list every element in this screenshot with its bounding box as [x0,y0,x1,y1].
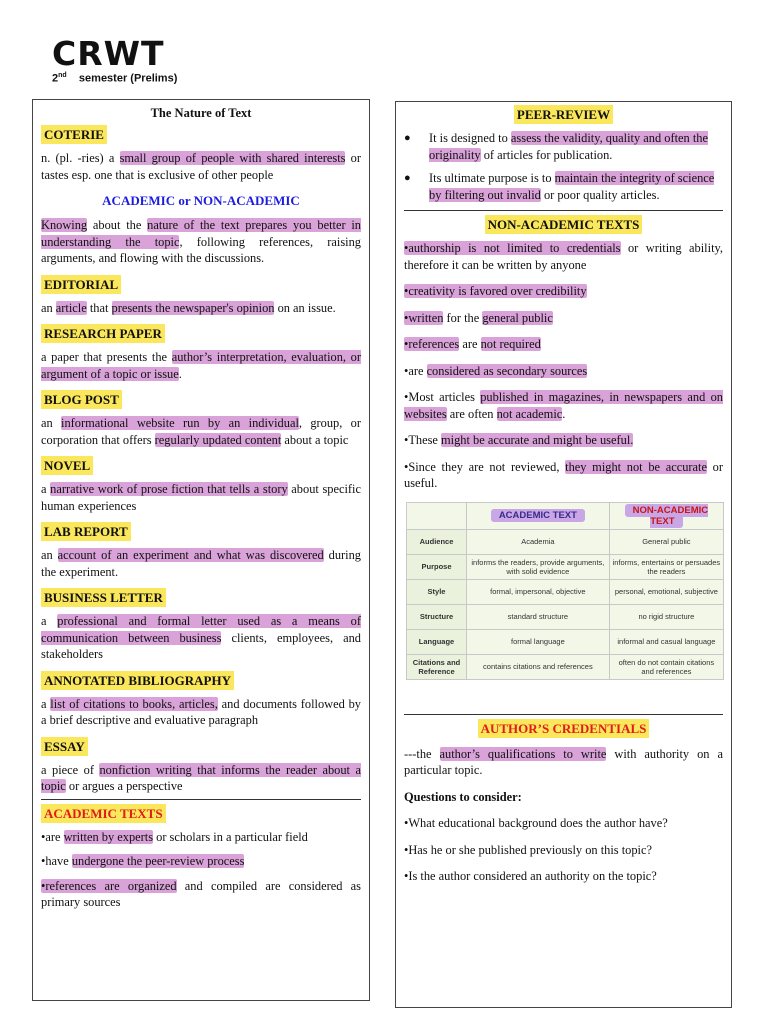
section-title: The Nature of Text [150,106,252,120]
divider [404,210,723,211]
divider [41,799,361,800]
heading-business-letter: BUSINESS LETTER [41,588,166,607]
table-row-label: Citations and Reference [407,654,467,679]
table-header-row [407,502,724,529]
table-cell: formal, impersonal, objective [467,579,610,604]
question-item: •What educational background does the author have? [404,816,668,830]
question-item: •Has he or she published previously on this topic? [404,842,652,857]
peer-review-list [404,130,723,204]
non-academic-item-5: •are considered as secondary sources [404,363,588,378]
comparison-table [406,502,724,680]
heading-lab-report: LAB REPORT [41,522,131,541]
heading-blog-post: BLOG POST [41,390,122,409]
table-header-non-academic: NON-ACADEMIC TEXT [609,502,723,529]
non-academic-item-7: •These might be accurate and might be useful. [404,433,634,447]
table-cell: informs, entertains or persuades the readers [609,554,723,579]
academic-texts-item-2: •have undergone the peer-review process [41,854,245,868]
paragraph-academic: Knowing about the nature of the text prepares you better in understanding the topic, following references, raising arguments, and flowing with the discussions. [41,218,361,265]
table-corner [407,502,467,529]
left-column [32,99,370,1001]
table-cell: personal, emotional, subjective [609,579,723,604]
definition-essay: a piece of nonfiction writing that informs the reader about a topic or argues a perspective [41,762,361,793]
non-academic-item-4: •references are not required [404,337,541,351]
heading-novel: NOVEL [41,456,93,475]
heading-non-academic-texts: NON-ACADEMIC TEXTS [485,215,643,234]
table-row [407,604,724,629]
heading-research-paper: RESEARCH PAPER [41,324,165,343]
table-row [407,579,724,604]
heading-peer-review: PEER-REVIEW [514,105,613,124]
document-subtitle: 2nd semester (Prelims) [52,72,178,85]
non-academic-item-2: •creativity is favored over credibility [404,284,587,298]
table-cell: formal language [467,629,610,654]
table-row [407,629,724,654]
definition-editorial: an article that presents the newspaper's opinion on an issue. [41,300,336,315]
table-cell: informal and casual language [609,629,723,654]
definition-annotated-bibliography: a list of citations to books, articles, and documents followed by a brief descriptive and evaluative paragraph [41,696,361,727]
table-header-academic: ACADEMIC TEXT [467,502,610,529]
question-item: •Is the author considered an authority on the topic? [404,869,657,883]
definition-novel: a narrative work of prose fiction that tells a story about specific human experiences [41,482,361,513]
table-row-label: Style [407,579,467,604]
definition-coterie: n. (pl. -ries) a small group of people with shared interests or tastes esp. one that is exclusive of other people [41,151,361,182]
table-row [407,554,724,579]
list-item: ● Its ultimate purpose is to maintain the integrity of science by filtering out invalid or poor quality articles. [404,170,723,204]
heading-editorial: EDITORIAL [41,275,121,294]
table-row-label: Purpose [407,554,467,579]
heading-coterie: COTERIE [41,125,107,144]
heading-annotated-bibliography: ANNOTATED BIBLIOGRAPHY [41,671,234,690]
non-academic-item-6: •Most articles published in magazines, in newspapers and on websites are often not academic. [404,390,723,421]
table-cell: often do not contain citations and references [609,654,723,679]
document-title: CRWT [52,34,165,73]
table-cell: General public [609,529,723,554]
non-academic-item-8: •Since they are not reviewed, they might not be accurate or useful. [404,459,724,490]
heading-academic-or-non-academic: ACADEMIC or NON-ACADEMIC [102,193,300,208]
table-cell: Academia [467,529,610,554]
table-cell: informs the readers, provide arguments, with solid evidence [467,554,610,579]
table-row-label: Audience [407,529,467,554]
list-item: ● It is designed to assess the validity, quality and often the originality of articles for publication. [404,130,723,164]
definition-research-paper: a paper that presents the author’s interpretation, evaluation, or argument of a topic or issue. [41,350,361,381]
divider [404,714,723,715]
non-academic-item-1: •authorship is not limited to credentials or writing ability, therefore it can be written by anyone [404,241,723,272]
definition-authors-credentials: ---the author’s qualifications to write with authority on a particular topic. [404,746,723,777]
academic-texts-item-3: •references are organized and compiled are considered as primary sources [41,878,361,909]
heading-academic-texts: ACADEMIC TEXTS [41,804,166,823]
table-row [407,654,724,679]
right-column [395,101,732,1008]
table-row-label: Structure [407,604,467,629]
heading-authors-credentials: AUTHOR’S CREDENTIALS [478,719,650,738]
academic-texts-item-1: •are written by experts or scholars in a particular field [41,829,308,844]
table-row-label: Language [407,629,467,654]
definition-lab-report: an account of an experiment and what was discovered during the experiment. [41,548,361,579]
table-cell: standard structure [467,604,610,629]
heading-essay: ESSAY [41,737,88,756]
questions-heading: Questions to consider: [404,789,522,804]
non-academic-item-3: •written for the general public [404,310,553,325]
table-cell: no rigid structure [609,604,723,629]
table-row [407,529,724,554]
definition-blog-post: an informational website run by an individual, group, or corporation that offers regularly updated content about a topic [41,416,361,447]
definition-business-letter: a professional and formal letter used as a means of communication between business clients, employees, and stakeholders [41,614,361,661]
table-cell: contains citations and references [467,654,610,679]
